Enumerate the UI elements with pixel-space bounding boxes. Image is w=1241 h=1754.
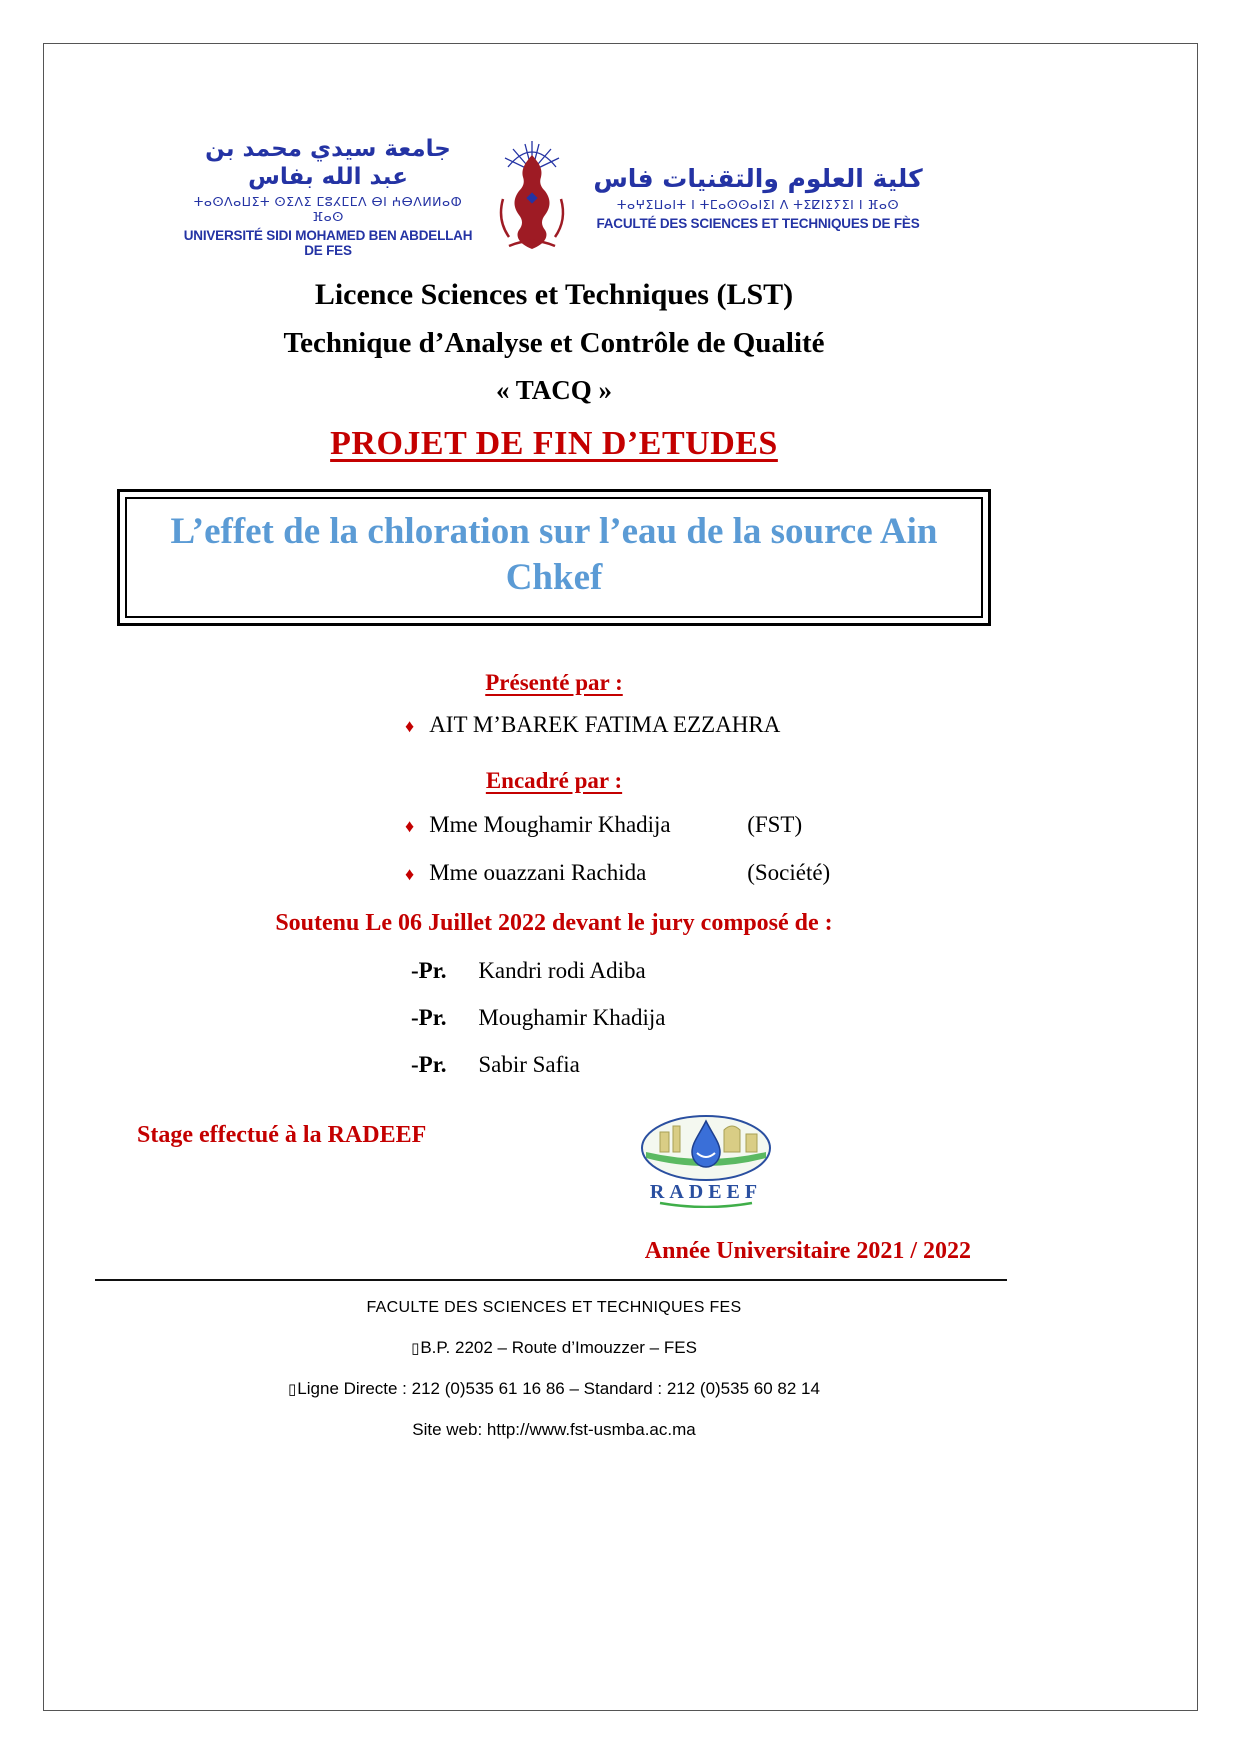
radeef-logo-graphic bbox=[626, 1108, 786, 1208]
institution-header bbox=[117, 136, 991, 258]
radeef-underline-curve bbox=[660, 1203, 752, 1207]
supervisor-row bbox=[117, 860, 991, 886]
radeef-logo-text: RADEEF bbox=[650, 1180, 763, 1203]
university-emblem-logo bbox=[484, 141, 580, 253]
supervisor-row bbox=[117, 812, 991, 838]
university-name-arabic: جامعة سيدي محمد بن عبد الله بفاس bbox=[205, 136, 451, 190]
defense-jury-heading: Soutenu Le 06 Juillet 2022 devant le jury composé de : bbox=[275, 909, 833, 936]
diamond-bullet-icon: ♦ bbox=[405, 863, 415, 884]
footer-phone-text: Ligne Directe : 212 (0)535 61 16 86 – Standard : 212 (0)535 60 82 14 bbox=[297, 1378, 820, 1398]
presented-by-heading: Présenté par : bbox=[485, 669, 623, 695]
faculty-name-arabic: كلية العلوم والتقنيات فاس bbox=[593, 163, 923, 193]
page-footer bbox=[117, 1299, 991, 1440]
supervised-by-heading: Encadré par : bbox=[485, 767, 623, 793]
author-name: AIT M’BAREK FATIMA EZZAHRA bbox=[429, 711, 781, 737]
phone-icon: ▯ bbox=[288, 1379, 297, 1398]
jury-member-title: -Pr. bbox=[411, 1051, 447, 1077]
specialty-title: Technique d’Analyse et Contrôle de Qualité bbox=[283, 327, 825, 360]
jury-member-row bbox=[117, 958, 991, 984]
thesis-title-inner-border bbox=[125, 497, 983, 618]
internship-note: Stage effectué à la RADEEF bbox=[137, 1121, 427, 1148]
program-title: Licence Sciences et Techniques (LST) bbox=[314, 278, 794, 312]
faculty-identity-block bbox=[590, 164, 926, 231]
footer-address-text: B.P. 2202 – Route d’Imouzzer – FES bbox=[420, 1337, 697, 1357]
diamond-bullet-icon: ♦ bbox=[405, 715, 415, 736]
radeef-logo bbox=[626, 1108, 786, 1213]
footer-website-line: Site web: http://www.fst-usmba.ac.ma bbox=[412, 1419, 696, 1439]
university-identity-block bbox=[182, 136, 474, 258]
jury-member-row bbox=[117, 1052, 991, 1078]
faculty-name-tifinagh: ⵜⴰⵖⵉⵡⴰⵏⵜ ⵏ ⵜⵎⴰⵙⵙⴰⵏⵉⵏ ⴷ ⵜⵉⵇⵏⵉⵢⵉⵏ ⵏ ⴼⴰⵙ bbox=[616, 196, 900, 212]
diamond-bullet-icon: ♦ bbox=[405, 815, 415, 836]
academic-year: Année Universitaire 2021 / 2022 bbox=[644, 1237, 971, 1264]
footer-address-line bbox=[117, 1338, 991, 1358]
footer-divider bbox=[95, 1279, 1007, 1281]
thesis-title: L’effet de la chloration sur l’eau de la source Ain Chkef bbox=[170, 511, 938, 599]
faculty-name-french: FACULTÉ DES SCIENCES ET TECHNIQUES DE FÈS bbox=[596, 215, 920, 231]
supervisor-name: Mme ouazzani Rachida bbox=[429, 859, 647, 885]
supervisor-affiliation: (FST) bbox=[747, 811, 803, 837]
page-border bbox=[43, 43, 1198, 1711]
footer-faculty-line: FACULTE DES SCIENCES ET TECHNIQUES FES bbox=[366, 1298, 742, 1316]
jury-member-row bbox=[117, 1005, 991, 1031]
footer-phone-line bbox=[117, 1379, 991, 1399]
university-name-tifinagh: ⵜⴰⵙⴷⴰⵡⵉⵜ ⵙⵉⴷⵉ ⵎⵓⵃⵎⵎⴷ ⴱⵏ ⵄⴱⴷⵍⵍⴰⵀ ⴼⴰⵙ bbox=[193, 194, 463, 225]
document-type-title: PROJET DE FIN D’ETUDES bbox=[330, 425, 778, 463]
jury-member-name: Sabir Safia bbox=[478, 1051, 580, 1077]
thesis-title-box bbox=[117, 489, 991, 626]
internship-row bbox=[117, 1108, 991, 1212]
specialty-acronym: « TACQ » bbox=[495, 375, 612, 406]
jury-member-title: -Pr. bbox=[411, 957, 447, 983]
author-row bbox=[117, 712, 991, 738]
supervisor-name: Mme Moughamir Khadija bbox=[429, 811, 671, 837]
jury-member-title: -Pr. bbox=[411, 1004, 447, 1030]
address-icon: ▯ bbox=[411, 1338, 420, 1357]
jury-member-name: Kandri rodi Adiba bbox=[478, 957, 646, 983]
university-name-french: UNIVERSITÉ SIDI MOHAMED BEN ABDELLAH DE FES bbox=[183, 228, 473, 259]
supervisor-affiliation: (Société) bbox=[747, 859, 831, 885]
jury-member-name: Moughamir Khadija bbox=[478, 1004, 666, 1030]
emblem-graphic bbox=[484, 141, 580, 253]
